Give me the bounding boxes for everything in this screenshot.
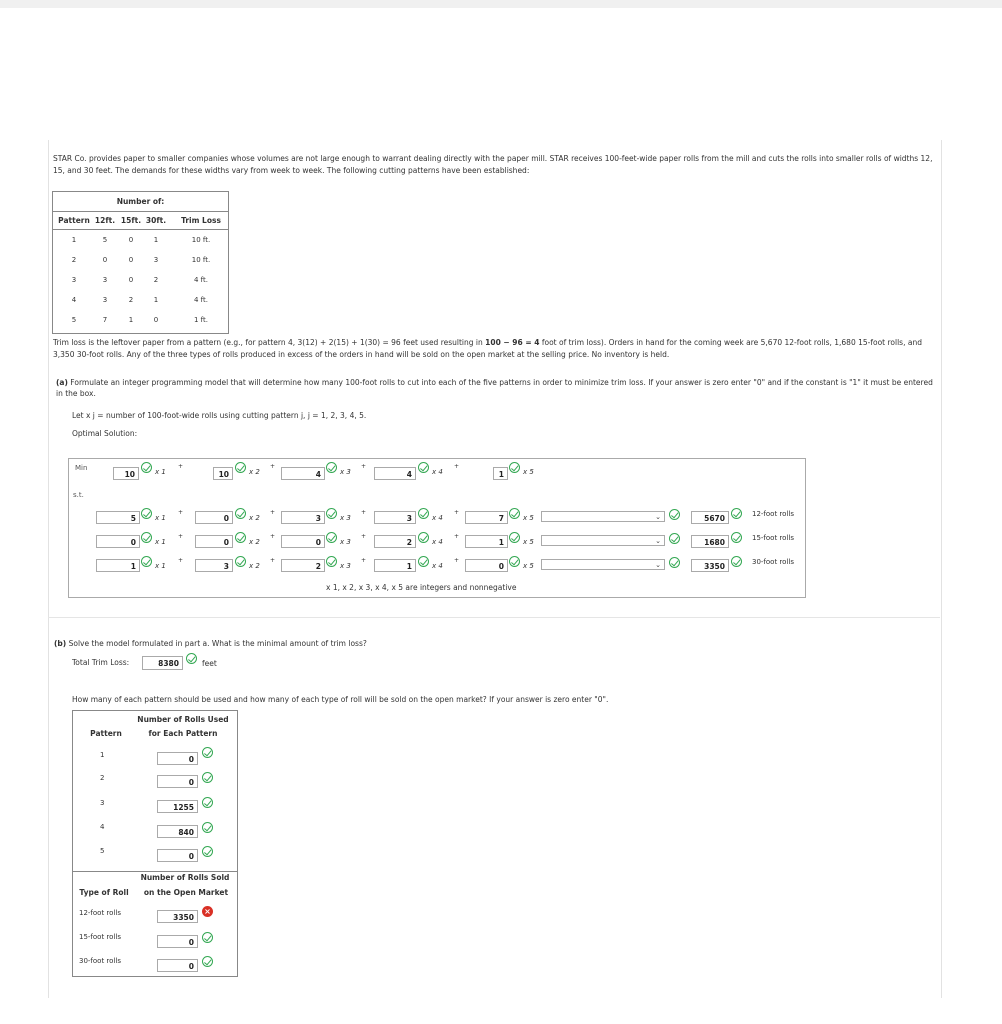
check-icon bbox=[202, 932, 213, 943]
pattern-number: 5 bbox=[100, 847, 105, 855]
constraint-rhs[interactable]: 1680 bbox=[691, 535, 729, 548]
plus-sign: + bbox=[178, 533, 184, 540]
check-icon bbox=[141, 532, 152, 543]
roll-type: 12-foot rolls bbox=[79, 909, 121, 917]
objective-coef-x5[interactable]: 1 bbox=[493, 467, 508, 480]
constraint-coef[interactable]: 2 bbox=[281, 559, 325, 572]
check-icon bbox=[669, 557, 680, 568]
var-x1: x 1 bbox=[155, 538, 166, 546]
check-icon bbox=[669, 509, 680, 520]
plus-sign: + bbox=[454, 533, 460, 540]
intro-text: STAR Co. provides paper to smaller companies whose volumes are not large enough to warrant dealing directly with the paper mill. STAR receives 100-feet-wide paper rolls from the mill and cuts the rolls into smaller rolls of widths 12, 15, and 30 feet. The demands for these widths vary from week to week. The following cutting patterns have been established: bbox=[53, 154, 933, 175]
chevron-down-icon: ⌄ bbox=[655, 537, 661, 545]
browser-top-bar bbox=[0, 0, 1002, 8]
check-icon bbox=[235, 532, 246, 543]
var-x4: x 4 bbox=[432, 538, 443, 546]
var-x5: x 5 bbox=[523, 468, 534, 476]
total-trim-loss-label: Total Trim Loss: bbox=[72, 658, 130, 667]
var-x4: x 4 bbox=[432, 514, 443, 522]
let-x-text: Let x j = number of 100-foot-wide rolls using cutting pattern j, j = 1, 2, 3, 4, 5. bbox=[72, 411, 367, 420]
row-12ft: 7 bbox=[102, 316, 108, 324]
plus-sign: + bbox=[178, 557, 184, 564]
row-15ft: 1 bbox=[128, 316, 134, 324]
sold-input[interactable]: 3350 bbox=[157, 910, 198, 923]
chevron-down-icon: ⌄ bbox=[655, 561, 661, 569]
pattern-table bbox=[52, 191, 229, 334]
plus-sign: + bbox=[361, 533, 367, 540]
check-icon bbox=[669, 533, 680, 544]
constraint-coef[interactable]: 1 bbox=[465, 535, 508, 548]
row-30ft: 1 bbox=[153, 296, 159, 304]
row-trim-loss: 4 ft. bbox=[194, 296, 208, 304]
check-icon bbox=[202, 822, 213, 833]
pattern-used-input[interactable]: 1255 bbox=[157, 800, 198, 813]
plus-sign: + bbox=[270, 463, 276, 470]
constraint-label: 12-foot rolls bbox=[752, 510, 794, 518]
var-x3: x 3 bbox=[340, 562, 351, 570]
var-x3: x 3 bbox=[340, 538, 351, 546]
check-icon bbox=[731, 556, 742, 567]
check-icon bbox=[509, 556, 520, 567]
open-market-table bbox=[72, 870, 238, 977]
row-15ft: 0 bbox=[128, 256, 134, 264]
row-pattern: 1 bbox=[71, 236, 77, 244]
row-pattern: 5 bbox=[71, 316, 77, 324]
col-header-15ft: 15ft. bbox=[120, 216, 142, 225]
col-header-used-2: for Each Pattern bbox=[148, 729, 218, 738]
check-icon bbox=[202, 797, 213, 808]
check-icon bbox=[235, 556, 246, 567]
sold-input[interactable]: 0 bbox=[157, 935, 198, 948]
plus-sign: + bbox=[361, 509, 367, 516]
plus-sign: + bbox=[454, 557, 460, 564]
plus-sign: + bbox=[361, 557, 367, 564]
check-icon bbox=[326, 508, 337, 519]
var-x4: x 4 bbox=[432, 562, 443, 570]
col-header-trim-loss: Trim Loss bbox=[181, 216, 221, 225]
constraint-rhs[interactable]: 5670 bbox=[691, 511, 729, 524]
sign-select[interactable] bbox=[541, 511, 665, 522]
constraint-coef[interactable]: 1 bbox=[374, 559, 416, 572]
check-icon bbox=[509, 532, 520, 543]
check-icon bbox=[141, 556, 152, 567]
constraint-coef[interactable]: 0 bbox=[281, 535, 325, 548]
constraint-coef[interactable]: 0 bbox=[195, 535, 233, 548]
check-icon bbox=[141, 508, 152, 519]
row-15ft: 2 bbox=[128, 296, 134, 304]
constraint-coef[interactable]: 0 bbox=[465, 559, 508, 572]
row-pattern: 2 bbox=[71, 256, 77, 264]
divider bbox=[53, 211, 228, 212]
row-30ft: 3 bbox=[153, 256, 159, 264]
sign-select[interactable] bbox=[541, 559, 665, 570]
col-header-pattern: Pattern bbox=[58, 216, 90, 225]
col-header-used-1: Number of Rolls Used bbox=[137, 715, 229, 724]
st-label: s.t. bbox=[73, 491, 84, 499]
col-header-type: Type of Roll bbox=[79, 888, 129, 897]
var-x2: x 2 bbox=[249, 562, 260, 570]
row-15ft: 0 bbox=[128, 276, 134, 284]
constraint-label: 30-foot rolls bbox=[752, 558, 794, 566]
check-icon bbox=[509, 508, 520, 519]
plus-sign: + bbox=[178, 509, 184, 516]
var-x2: x 2 bbox=[249, 514, 260, 522]
check-icon bbox=[731, 532, 742, 543]
trim-text-part: foot of trim loss). Orders in hand for the coming week are 5,670 12-foot rolls, 1,680 15-foot rolls, and 3,350 30-foot rolls. Any of the three types of rolls produced in excess of the orders in hand will be sold on the open market at the selling price. No inventory is held. bbox=[53, 338, 922, 359]
check-icon bbox=[418, 462, 429, 473]
col-header-pattern: Pattern bbox=[90, 729, 122, 738]
divider bbox=[48, 617, 940, 618]
objective-coef-x2[interactable]: 10 bbox=[213, 467, 233, 480]
var-x4: x 4 bbox=[432, 468, 443, 476]
pattern-usage-table bbox=[72, 710, 238, 872]
row-30ft: 0 bbox=[153, 316, 159, 324]
constraint-coef[interactable]: 2 bbox=[374, 535, 416, 548]
objective-coef-x1[interactable]: 10 bbox=[113, 467, 139, 480]
incorrect-icon: × bbox=[202, 906, 213, 917]
plus-sign: + bbox=[270, 533, 276, 540]
pattern-used-input[interactable]: 0 bbox=[157, 752, 198, 765]
check-icon bbox=[202, 772, 213, 783]
how-many-text: How many of each pattern should be used and how many of each type of roll will be sold on the open market? If your answer is zero enter "0". bbox=[72, 695, 609, 704]
constraint-coef[interactable]: 3 bbox=[374, 511, 416, 524]
plus-sign: + bbox=[270, 509, 276, 516]
constraint-coef[interactable]: 0 bbox=[195, 511, 233, 524]
pattern-number: 2 bbox=[100, 774, 105, 782]
trim-text-bold: 100 − 96 = 4 bbox=[485, 338, 540, 347]
constraint-coef[interactable]: 3 bbox=[195, 559, 233, 572]
var-x5: x 5 bbox=[523, 514, 534, 522]
row-trim-loss: 1 ft. bbox=[194, 316, 208, 324]
feet-unit: feet bbox=[202, 659, 217, 668]
trim-loss-text bbox=[53, 337, 933, 361]
check-icon bbox=[202, 956, 213, 967]
plus-sign: + bbox=[454, 509, 460, 516]
check-icon bbox=[202, 846, 213, 857]
roll-type: 15-foot rolls bbox=[79, 933, 121, 941]
chevron-down-icon: ⌄ bbox=[655, 513, 661, 521]
pattern-used-input[interactable]: 0 bbox=[157, 849, 198, 862]
integer-nonnegative-note: x 1, x 2, x 3, x 4, x 5 are integers and nonnegative bbox=[326, 583, 517, 592]
row-trim-loss: 4 ft. bbox=[194, 276, 208, 284]
divider bbox=[53, 229, 228, 230]
check-icon bbox=[326, 556, 337, 567]
check-icon bbox=[418, 556, 429, 567]
pattern-number: 1 bbox=[100, 751, 105, 759]
part-b-question bbox=[54, 638, 367, 650]
model-box bbox=[68, 458, 806, 598]
col-header-sold-2: on the Open Market bbox=[143, 888, 229, 897]
col-header-12ft: 12ft. bbox=[94, 216, 116, 225]
check-icon bbox=[731, 508, 742, 519]
table-group-header: Number of: bbox=[116, 197, 165, 206]
check-icon bbox=[326, 462, 337, 473]
plus-sign: + bbox=[361, 463, 367, 470]
roll-type: 30-foot rolls bbox=[79, 957, 121, 965]
check-icon bbox=[202, 747, 213, 758]
row-12ft: 3 bbox=[102, 296, 108, 304]
var-x5: x 5 bbox=[523, 562, 534, 570]
part-a-label: (a) bbox=[56, 378, 68, 387]
var-x1: x 1 bbox=[155, 468, 166, 476]
var-x1: x 1 bbox=[155, 514, 166, 522]
row-12ft: 5 bbox=[102, 236, 108, 244]
constraint-coef[interactable]: 3 bbox=[281, 511, 325, 524]
check-icon bbox=[509, 462, 520, 473]
constraint-label: 15-foot rolls bbox=[752, 534, 794, 542]
part-b-label: (b) bbox=[54, 639, 67, 648]
row-30ft: 2 bbox=[153, 276, 159, 284]
row-trim-loss: 10 ft. bbox=[191, 236, 211, 244]
row-pattern: 3 bbox=[71, 276, 77, 284]
row-12ft: 3 bbox=[102, 276, 108, 284]
pattern-used-input[interactable]: 0 bbox=[157, 775, 198, 788]
constraint-rhs[interactable]: 3350 bbox=[691, 559, 729, 572]
row-pattern: 4 bbox=[71, 296, 77, 304]
constraint-coef[interactable]: 0 bbox=[96, 535, 140, 548]
part-a-question bbox=[56, 377, 936, 399]
var-x5: x 5 bbox=[523, 538, 534, 546]
var-x1: x 1 bbox=[155, 562, 166, 570]
sold-input[interactable]: 0 bbox=[157, 959, 198, 972]
check-icon bbox=[235, 508, 246, 519]
check-icon bbox=[418, 532, 429, 543]
var-x2: x 2 bbox=[249, 468, 260, 476]
var-x3: x 3 bbox=[340, 468, 351, 476]
total-trim-loss-input[interactable]: 8380 bbox=[142, 656, 183, 670]
optimal-solution-label: Optimal Solution: bbox=[72, 429, 138, 438]
row-12ft: 0 bbox=[102, 256, 108, 264]
part-b-text: Solve the model formulated in part a. What is the minimal amount of trim loss? bbox=[66, 639, 367, 648]
objective-coef-x4[interactable]: 4 bbox=[374, 467, 416, 480]
plus-sign: + bbox=[178, 463, 184, 470]
check-icon bbox=[141, 462, 152, 473]
check-icon bbox=[326, 532, 337, 543]
objective-coef-x3[interactable]: 4 bbox=[281, 467, 325, 480]
sign-select[interactable] bbox=[541, 535, 665, 546]
constraint-coef[interactable]: 7 bbox=[465, 511, 508, 524]
check-icon bbox=[418, 508, 429, 519]
plus-sign: + bbox=[454, 463, 460, 470]
check-icon bbox=[186, 653, 197, 664]
col-header-sold-1: Number of Rolls Sold bbox=[140, 873, 230, 882]
pattern-used-input[interactable]: 840 bbox=[157, 825, 198, 838]
constraint-coef[interactable]: 1 bbox=[96, 559, 140, 572]
var-x2: x 2 bbox=[249, 538, 260, 546]
pattern-number: 4 bbox=[100, 823, 105, 831]
var-x3: x 3 bbox=[340, 514, 351, 522]
part-a-text: Formulate an integer programming model that will determine how many 100-foot rolls to cut into each of the five patterns in order to minimize trim loss. If your answer is zero enter "0" and if the constant is "1" it must be entered in the box. bbox=[56, 378, 933, 398]
row-15ft: 0 bbox=[128, 236, 134, 244]
trim-text-part: Trim loss is the leftover paper from a pattern (e.g., for pattern 4, 3(12) + 2(15) + 1(30) = 96 feet used resulting in bbox=[53, 338, 486, 347]
constraint-coef[interactable]: 5 bbox=[96, 511, 140, 524]
pattern-number: 3 bbox=[100, 799, 105, 807]
col-header-30ft: 30ft. bbox=[145, 216, 167, 225]
check-icon bbox=[235, 462, 246, 473]
plus-sign: + bbox=[270, 557, 276, 564]
row-trim-loss: 10 ft. bbox=[191, 256, 211, 264]
min-label: Min bbox=[75, 464, 88, 472]
row-30ft: 1 bbox=[153, 236, 159, 244]
